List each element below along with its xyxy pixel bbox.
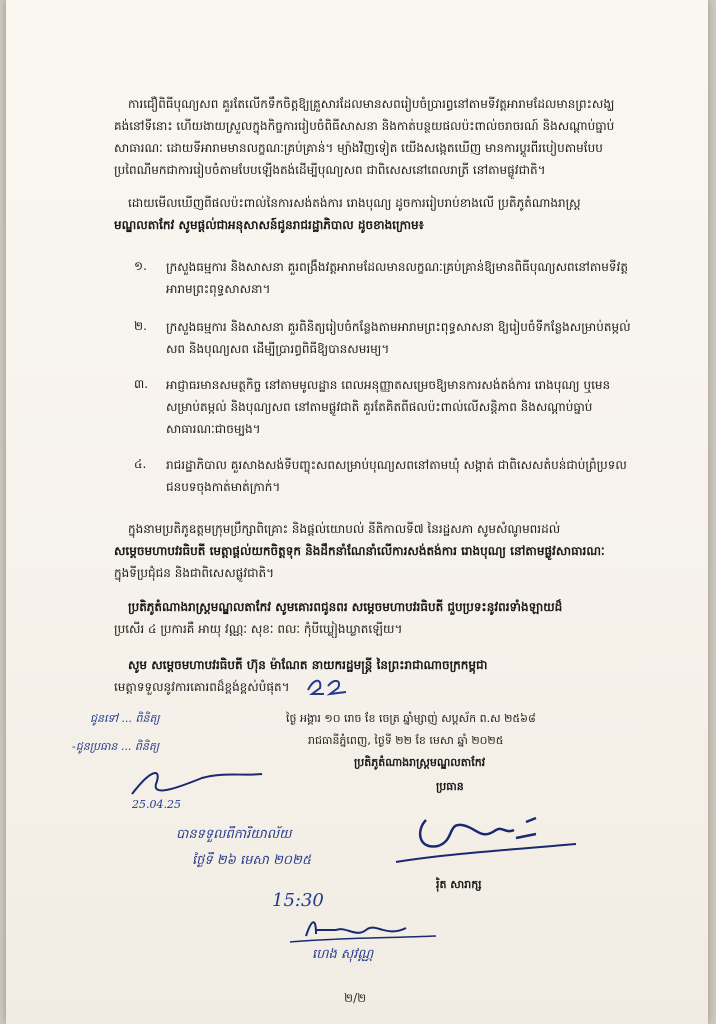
paragraph-line: មណ្ឌលតាកែវ សូមផ្តល់ជាអនុសាសន៍ជូនរាជរដ្ឋាភិបាល ដូចខាងក្រោម៖ xyxy=(114,218,424,232)
paragraph-line: ប្រតិភូតំណាងរាស្ត្រមណ្ឌលតាកែវ សូមគោរពជូនពរ សម្តេចមហាបវរធិបតី ជួបប្រទះនូវពរទាំងឡាយដ៏ xyxy=(128,600,563,614)
list-number: ៤. xyxy=(134,457,147,471)
list-number: ១. xyxy=(134,259,147,273)
paragraph-line: ប្រពៃណីមកជាការរៀបចំតាមបែបឡើងតង់ដើម្បីបុណ្យសព ជាពិសេសនៅពេលរាត្រី នៅតាមផ្លូវជាតិ។ xyxy=(114,163,546,177)
paragraph-line: សម្តេចមហាបវរធិបតី មេត្តាផ្តល់យកចិត្តទុក និងដឹកនាំណែនាំលើការសង់តង់ការ រោងបុណ្យ នៅតាមផ្លូវសាធារណៈ xyxy=(114,544,605,558)
paragraph-line: ការជឿពិធីបុណ្យសព គួរតែលើកទឹកចិត្តឱ្យគ្រួសារដែលមានសពរៀបចំប្រារព្ធនៅតាមទីវត្តអារាមដែលមានព្រះសង្ឃ xyxy=(128,97,615,111)
received-time: 15:30 xyxy=(272,890,324,911)
list-item-line: រាជរដ្ឋាភិបាល គួរសាងសង់ទីបញ្ចុះសពសម្រាប់បុណ្យសពនៅតាមឃុំ សង្កាត់ ជាពិសេសតំបន់ជាប់ព្រំប្រទល xyxy=(166,458,627,472)
list-number: ២. xyxy=(134,319,147,333)
paragraph-line: គង់នៅទីនោះ ហើយងាយស្រួលក្នុងកិច្ចការរៀបចំពិធីសាសនា និងកាត់បន្ថយផលប៉ះពាល់ចរាចរណ៍ និងសណ្តាប់ធ្នាប់ xyxy=(114,119,615,133)
organization-name: ប្រតិភូតំណាងរាស្ត្រមណ្ឌលតាកែវ xyxy=(354,756,486,769)
chair-signature xyxy=(386,800,586,870)
chair-name: រ៉ិត សារាក្ស xyxy=(436,878,482,891)
paragraph-line: ប្រសើរ ៤ ប្រការគឺ អាយុ វណ្ណៈ សុខៈ ពលៈ កុំបីឃ្លៀងឃ្លាតឡើយ។ xyxy=(114,622,403,636)
received-note: បានទទួលពីការិយាល័យ xyxy=(176,827,292,842)
paragraph-line: ក្នុងនាមប្រតិភូឧត្តមក្រុមប្រឹក្សាពិគ្រោះ និងផ្តល់យោបល់ នីតិកាលទី៧ នៃរដ្ឋសភា សូមសំណូមពរដល់ xyxy=(128,522,561,536)
list-number: ៣. xyxy=(134,377,149,391)
received-date: ថ្ងៃទី ២៦ មេសា ២០២៥ xyxy=(192,853,312,868)
document-page xyxy=(6,0,708,1024)
paragraph-line: សូម សម្តេចមហាបវរធិបតី ហ៊ុន ម៉ាណែត នាយករដ្ឋមន្ត្រី នៃព្រះរាជាណាចក្រកម្ពុជា xyxy=(128,658,488,672)
receiver-name: ហេង សុវណ្ណ xyxy=(312,947,374,962)
lunar-date: ថ្ងៃ អង្គារ ១០ រោច ខែ ចេត្រ ឆ្នាំម្សាញ់ សប្តស័ក ព.ស ២៥៦៨ xyxy=(286,712,536,725)
solar-date: រាជធានីភ្នំពេញ, ថ្ងៃទី ២២ ខែ មេសា ឆ្នាំ ២០២៥ xyxy=(308,734,504,747)
list-item-line: សព និងបុណ្យសព ដើម្បីប្រារព្ធពិធីឱ្យបានសមរម្យ។ xyxy=(166,342,390,356)
chair-title: ប្រធាន xyxy=(436,780,464,793)
list-item-line: សាធារណៈជាចម្បង។ xyxy=(166,422,261,436)
list-item-line: អារាមព្រះពុទ្ធសាសនា។ xyxy=(166,282,271,296)
paragraph-line: សាធារណៈ ដោយទីអារាមមានលក្ខណៈគ្រប់គ្រាន់។ ម្យ៉ាងវិញទៀត យើងសង្កេតឃើញ មានការប្តូរពីរបៀបតាមបែប xyxy=(114,141,603,155)
page-number: ២/២ xyxy=(344,991,367,1005)
paragraph-line: មេត្តាទទួលនូវការគោរពដ៏ខ្ពង់ខ្ពស់បំផុត។ xyxy=(114,680,290,694)
handwritten-note: ជូនទៅ ... ពិនិត្យ xyxy=(90,712,160,725)
list-item-line: ក្រសួងធម្មការ និងសាសនា គួរពង្រឹងវត្តអារាមដែលមានលក្ខណៈគ្រប់គ្រាន់ឱ្យមានពិធីបុណ្យសពនៅតាមទីវត្ត xyxy=(166,260,628,274)
list-item-line: ក្រសួងធម្មការ និងសាសនា គួរពិនិត្យរៀបចំកន្លែងតាមអារាមព្រះពុទ្ធសាសនា ឱ្យរៀបចំទីកន្លែងសម្រាប់តម្កល់ xyxy=(166,320,631,334)
list-item-line: អាជ្ញាធរមានសមត្ថកិច្ច នៅតាមមូលដ្ឋាន ពេលអនុញ្ញាតសម្រេចឱ្យមានការសង់តង់ការ រោងបុណ្យ ឬមេន xyxy=(166,378,611,392)
list-item-line: សម្រាប់តម្កល់ និងបុណ្យសព នៅតាមផ្លូវជាតិ គួរតែគិតពីផលប៉ះពាល់លើសន្តិភាព និងសណ្តាប់ធ្នាប់ xyxy=(166,400,593,414)
receiver-signature xyxy=(286,908,446,948)
paragraph-line: ក្នុងទីប្រជុំជន និងជាពិសេសផ្លូវជាតិ។ xyxy=(114,566,275,580)
list-item-line: ជនបទចុងកាត់មាត់ក្រាក់។ xyxy=(166,480,281,494)
handwritten-note: -ជូនប្រធាន ... ពិនិត្យ xyxy=(72,740,160,753)
handwritten-number-mark xyxy=(306,676,356,698)
paragraph-line: ដោយមើលឃើញពីផលប៉ះពាល់នៃការសង់តង់ការ រោងបុណ្យ ដូចការរៀបរាប់ខាងលើ ប្រតិភូតំណាងរាស្ត្រ xyxy=(128,196,581,210)
initials-date: 25.04.25 xyxy=(132,798,181,811)
